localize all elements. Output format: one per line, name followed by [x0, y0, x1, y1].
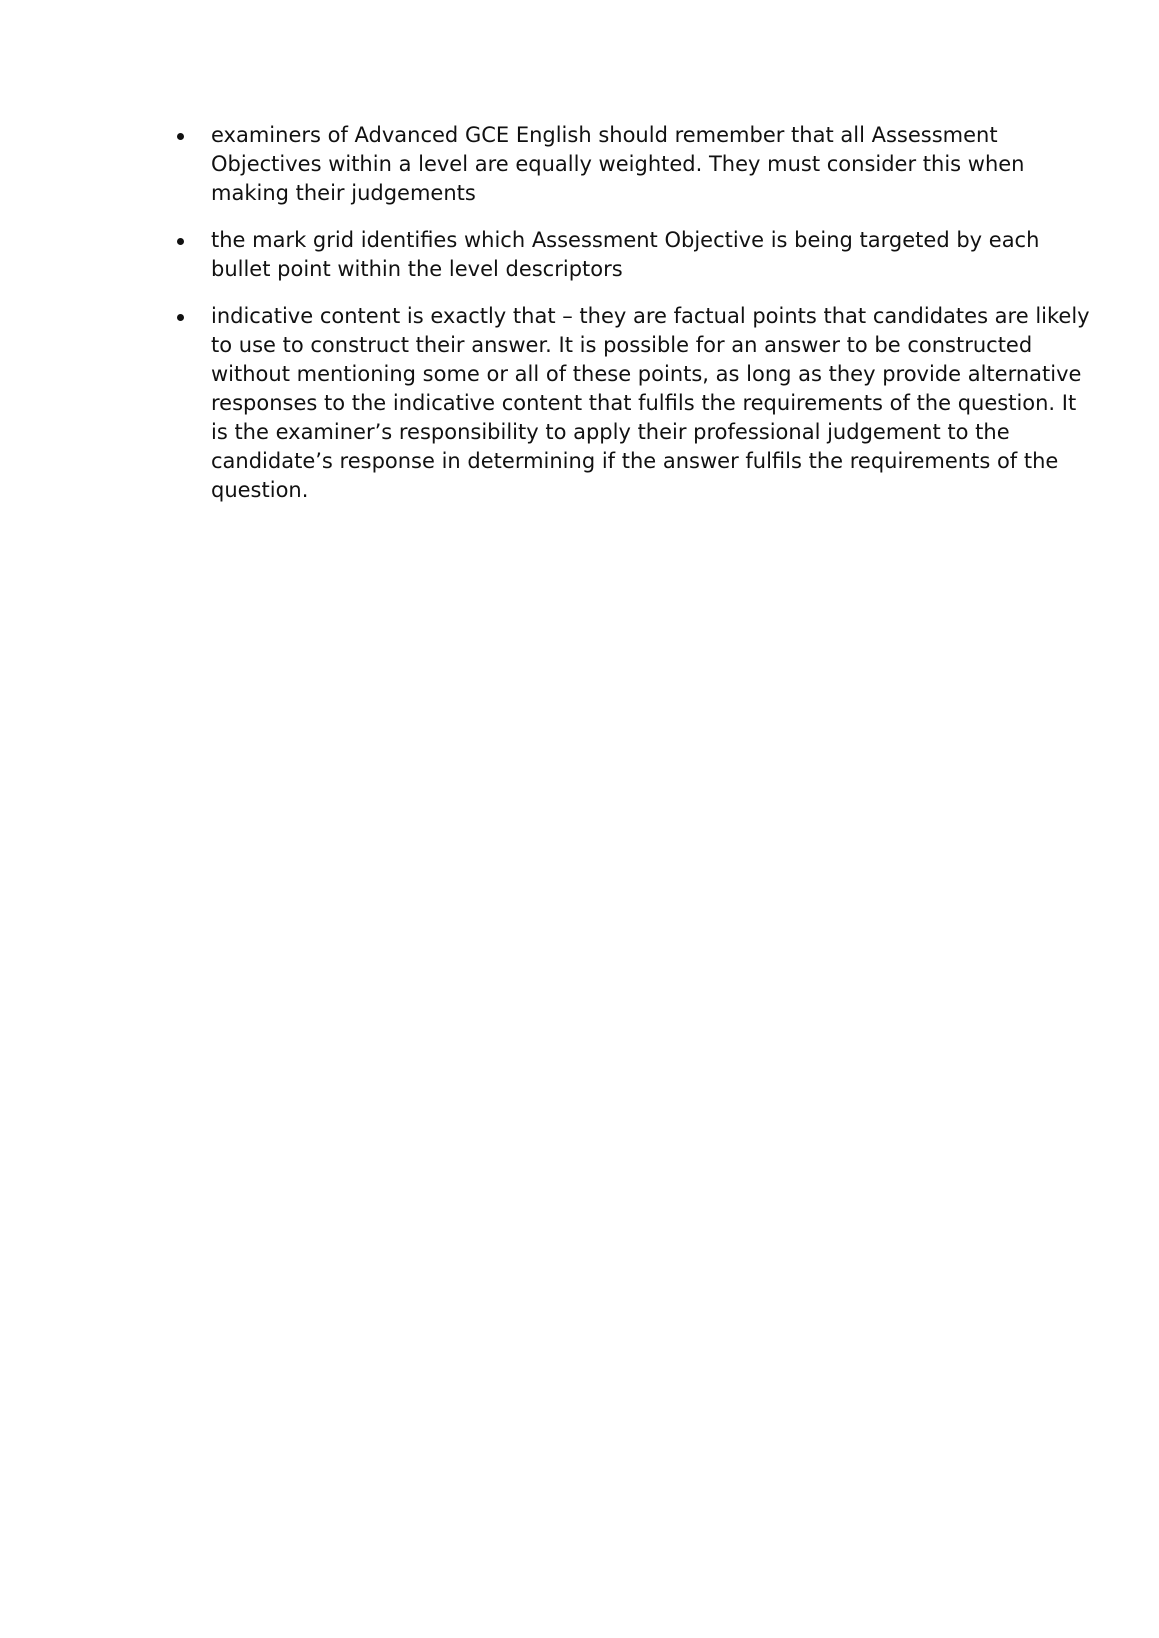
list-item — [174, 226, 1094, 284]
bullet-icon — [177, 314, 184, 321]
bullet-text: indicative content is exactly that – they are factual points that candidates are likely to use to construct their answer. It is possible for an answer to be constructed without mentioning some or all of these points, as long as they provide alternative responses to the indicative content that fulfils the requirements of the question. It is the examiner’s responsibility to apply their professional judgement to the candidate’s response in determining if the answer fulfils the requirements of the question. — [211, 304, 1090, 502]
bullet-text: the mark grid identifies which Assessment Objective is being targeted by each bullet point within the level descriptors — [211, 228, 1040, 281]
bullet-text: examiners of Advanced GCE English should remember that all Assessment Objectives within a level are equally weighted. They must consider this when making their judgements — [211, 123, 1025, 205]
list-item — [174, 121, 1094, 208]
bullet-icon — [177, 133, 184, 140]
list-item — [174, 302, 1094, 505]
bullet-icon — [177, 238, 184, 245]
guidance-bullet-list — [174, 121, 1094, 523]
